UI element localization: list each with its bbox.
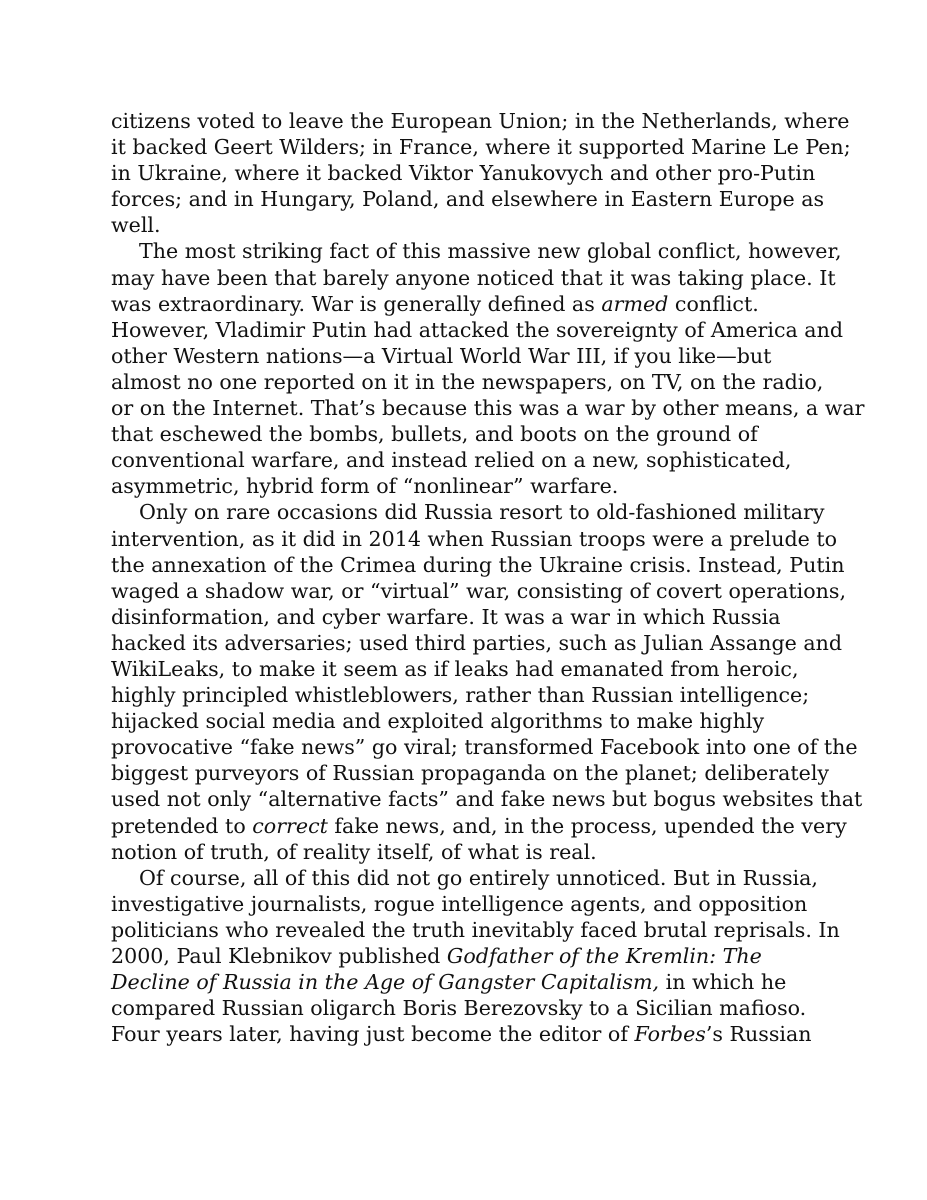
- text-segment: it backed Geert Wilders; in France, where it supported Marine Le Pen;: [111, 135, 851, 160]
- text-line: [111, 813, 847, 839]
- text-line: [111, 839, 823, 865]
- text-segment: forces; and in Hungary, Poland, and elsewhere in Eastern Europe as: [111, 187, 825, 212]
- text-line: [111, 917, 840, 943]
- text-segment: biggest purveyors of Russian propaganda on the planet; deliberately: [111, 761, 830, 786]
- italic-text: armed: [601, 291, 669, 316]
- text-segment: The most striking fact of this massive new global conflict, however,: [139, 239, 842, 264]
- text-line: [111, 473, 823, 499]
- text-segment: Of course, all of this did not go entirely unnoticed. But in Russia,: [139, 865, 818, 890]
- text-line: [111, 552, 845, 578]
- text-segment: well.: [111, 213, 161, 238]
- italic-text: Godfather of the Kremlin: The: [446, 944, 762, 968]
- text-line: [111, 682, 823, 708]
- text-segment: highly principled whistleblowers, rather than Russian intelligence;: [111, 683, 810, 708]
- text-line: [111, 421, 823, 447]
- text-line: [111, 447, 823, 473]
- text-segment: used not only “alternative facts” and fake news but bogus websites that: [111, 787, 863, 812]
- text-segment: WikiLeaks, to make it seem as if leaks had emanated from heroic,: [111, 656, 799, 681]
- text-segment: 2000, Paul Klebnikov published: [111, 944, 447, 968]
- text-line: [111, 395, 865, 421]
- body-text: [111, 108, 865, 1047]
- text-line: [111, 734, 858, 760]
- text-segment: other Western nations—a Virtual World War III, if you like—but: [111, 343, 772, 368]
- text-segment: conventional warfare, and instead relied on a new, sophisticated,: [111, 448, 792, 473]
- text-segment: provocative “fake news” go viral; transformed Facebook into one of the: [111, 735, 858, 760]
- text-line: [111, 656, 823, 682]
- text-segment: Four years later, having just become the editor of: [111, 1022, 635, 1047]
- text-segment: hacked its adversaries; used third parties, such as Julian Assange and: [111, 630, 843, 655]
- text-line: [111, 760, 830, 786]
- text-line: [111, 891, 823, 917]
- text-segment: disinformation, and cyber warfare. It was a war in which Russia: [111, 604, 781, 629]
- text-line: [111, 134, 851, 160]
- text-segment: asymmetric, hybrid form of “nonlinear” warfare.: [111, 474, 619, 499]
- paragraph-4: [111, 865, 840, 1048]
- text-segment: citizens voted to leave the European Union; in the Netherlands, where: [111, 109, 850, 133]
- paragraph-3: [111, 499, 863, 864]
- text-segment: in Ukraine, where it backed Viktor Yanukovych and other pro-Putin: [111, 161, 816, 186]
- text-line: [111, 526, 838, 552]
- text-line: [111, 317, 844, 343]
- paragraph-2: [111, 238, 865, 499]
- text-segment: that eschewed the bombs, bullets, and boots on the ground of: [111, 422, 758, 447]
- text-line: [111, 343, 823, 369]
- text-line: [111, 186, 823, 212]
- paragraph-1: [111, 108, 851, 238]
- text-line: [111, 265, 836, 291]
- text-segment: hijacked social media and exploited algorithms to make highly: [111, 709, 765, 734]
- text-line: [111, 578, 846, 604]
- text-segment: notion of truth, of reality itself, of what is real.: [111, 839, 597, 864]
- text-line: [111, 291, 823, 317]
- text-line: [111, 969, 823, 995]
- text-segment: the annexation of the Crimea during the Ukraine crisis. Instead, Putin: [111, 552, 845, 577]
- text-segment: or on the Internet. That’s because this was a war by other means, a war: [111, 396, 865, 421]
- text-segment: conflict.: [668, 291, 759, 316]
- text-segment: ’s Russian: [705, 1022, 812, 1047]
- text-line: [111, 943, 823, 969]
- text-line: [111, 238, 842, 264]
- text-line: [111, 160, 823, 186]
- text-segment: almost no one reported on it in the newspapers, on TV, on the radio,: [111, 369, 824, 394]
- italic-text: Forbes: [634, 1022, 706, 1047]
- text-line: [111, 369, 823, 395]
- text-segment: waged a shadow war, or “virtual” war, consisting of covert operations,: [111, 578, 846, 603]
- text-segment: However, Vladimir Putin had attacked the sovereignty of America and: [111, 317, 844, 342]
- text-segment: Only on rare occasions did Russia resort to old-fashioned military: [139, 500, 825, 525]
- text-line: [111, 1021, 823, 1047]
- text-segment: politicians who revealed the truth inevitably faced brutal reprisals. In: [111, 917, 840, 942]
- text-line: [111, 108, 850, 134]
- text-segment: fake news, and, in the process, upended the very: [327, 813, 847, 838]
- italic-text: correct: [252, 813, 328, 838]
- text-segment: compared Russian oligarch Boris Berezovsky to a Sicilian mafioso.: [111, 996, 807, 1021]
- text-line: [111, 995, 823, 1021]
- text-line: [111, 604, 823, 630]
- text-segment: intervention, as it did in 2014 when Russian troops were a prelude to: [111, 526, 838, 551]
- text-segment: investigative journalists, rogue intelligence agents, and opposition: [111, 891, 808, 916]
- text-line: [111, 708, 823, 734]
- text-line: [111, 786, 863, 812]
- text-segment: may have been that barely anyone noticed that it was taking place. It: [111, 265, 836, 290]
- text-segment: was extraordinary. War is generally defined as: [111, 291, 602, 316]
- italic-text: Decline of Russia in the Age of Gangster Capitalism,: [111, 970, 660, 995]
- text-line: [111, 499, 823, 525]
- text-line: [111, 212, 823, 238]
- text-line: [111, 865, 823, 891]
- text-line: [111, 630, 843, 656]
- text-segment: in which he: [659, 970, 787, 995]
- text-segment: pretended to: [111, 813, 253, 838]
